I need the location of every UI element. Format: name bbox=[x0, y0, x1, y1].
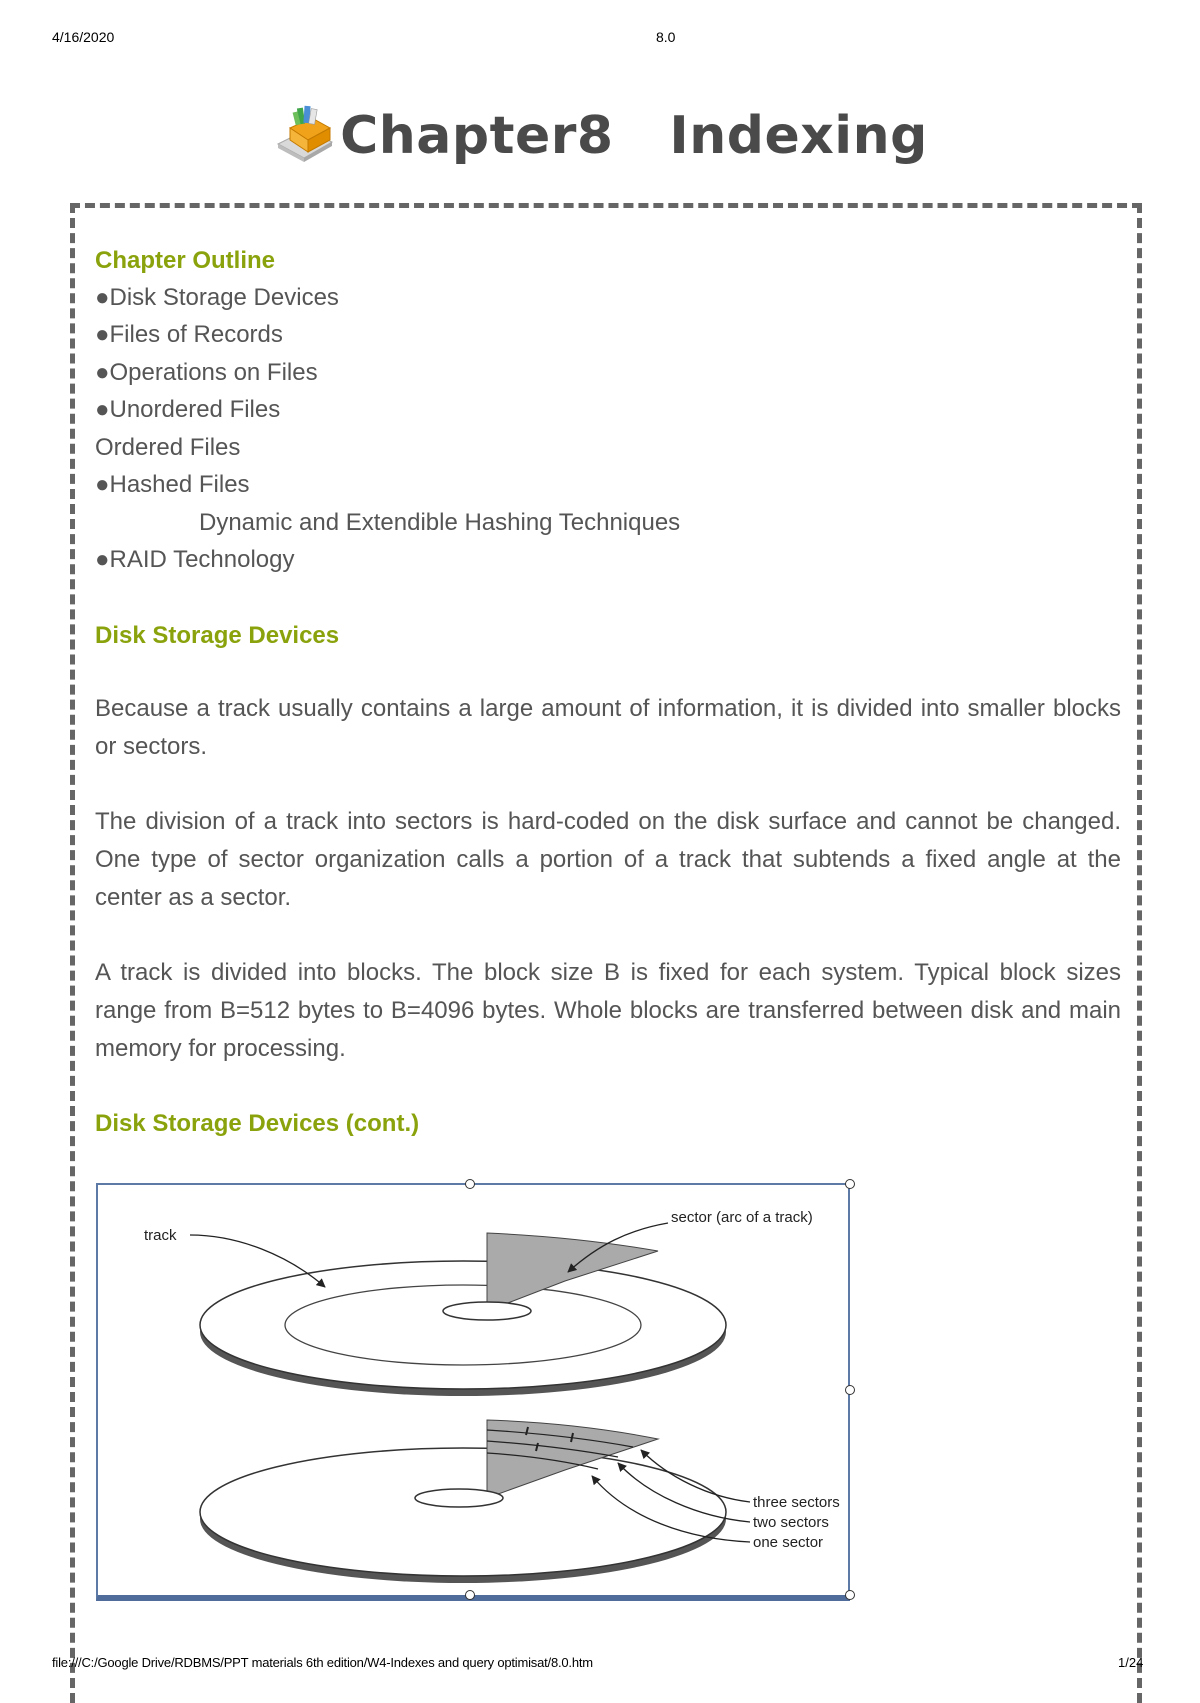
title-text: Chapter8 Indexing bbox=[340, 106, 928, 166]
resize-handle[interactable] bbox=[465, 1179, 475, 1189]
file-path: file:///C:/Google Drive/RDBMS/PPT materials 6th edition/W4-Indexes and query optimisat/8.0.htm bbox=[52, 1655, 593, 1670]
three-sectors-label: three sectors bbox=[753, 1494, 840, 1511]
outline-item: ●RAID Technology bbox=[95, 546, 295, 573]
disk-storage-heading: Disk Storage Devices bbox=[95, 622, 340, 649]
outline-item: ●Operations on Files bbox=[95, 359, 318, 386]
upper-disk bbox=[200, 1233, 726, 1396]
paragraph: Because a track usually contains a large amount of information, it is divided into smaller blocks or sectors. bbox=[95, 695, 1121, 760]
sector-label: sector (arc of a track) bbox=[671, 1209, 813, 1226]
resize-handle[interactable] bbox=[845, 1590, 855, 1600]
paragraph: The division of a track into sectors is hard-coded on the disk surface and cannot be changed. One type of sector organization calls a portion of a track that subtends a fixed angle at the center as a sector. bbox=[95, 808, 1121, 911]
outline-item: ●Disk Storage Devices bbox=[95, 284, 339, 311]
one-sector-label: one sector bbox=[753, 1534, 824, 1551]
print-date: 4/16/2020 bbox=[52, 29, 115, 45]
track-label: track bbox=[144, 1227, 177, 1244]
outline-item: ●Unordered Files bbox=[95, 396, 281, 423]
two-sectors-label: two sectors bbox=[753, 1514, 829, 1531]
paragraph: A track is divided into blocks. The block size B is fixed for each system. Typical block sizes range from B=512 bytes to B=4096 bytes. Whole blocks are transferred between disk and main memory for processing. bbox=[95, 959, 1121, 1062]
outline-item: Ordered Files bbox=[95, 434, 241, 461]
outline-item: ●Hashed Files bbox=[95, 471, 250, 498]
outline-item: ●Files of Records bbox=[95, 321, 283, 348]
print-title: 8.0 bbox=[656, 29, 676, 45]
page-number: 1/24 bbox=[1118, 1655, 1144, 1670]
lower-disk bbox=[200, 1420, 726, 1583]
resize-handle[interactable] bbox=[845, 1179, 855, 1189]
resize-handle[interactable] bbox=[845, 1385, 855, 1395]
chapter-outline-heading: Chapter Outline bbox=[95, 247, 276, 274]
disk-storage-cont-heading: Disk Storage Devices (cont.) bbox=[95, 1110, 420, 1137]
page-title bbox=[0, 96, 1200, 176]
resize-handle[interactable] bbox=[465, 1590, 475, 1600]
file-cabinet-icon bbox=[272, 100, 338, 166]
outline-subitem: Dynamic and Extendible Hashing Techniques bbox=[199, 509, 681, 536]
disk-sector-figure bbox=[96, 1183, 850, 1601]
